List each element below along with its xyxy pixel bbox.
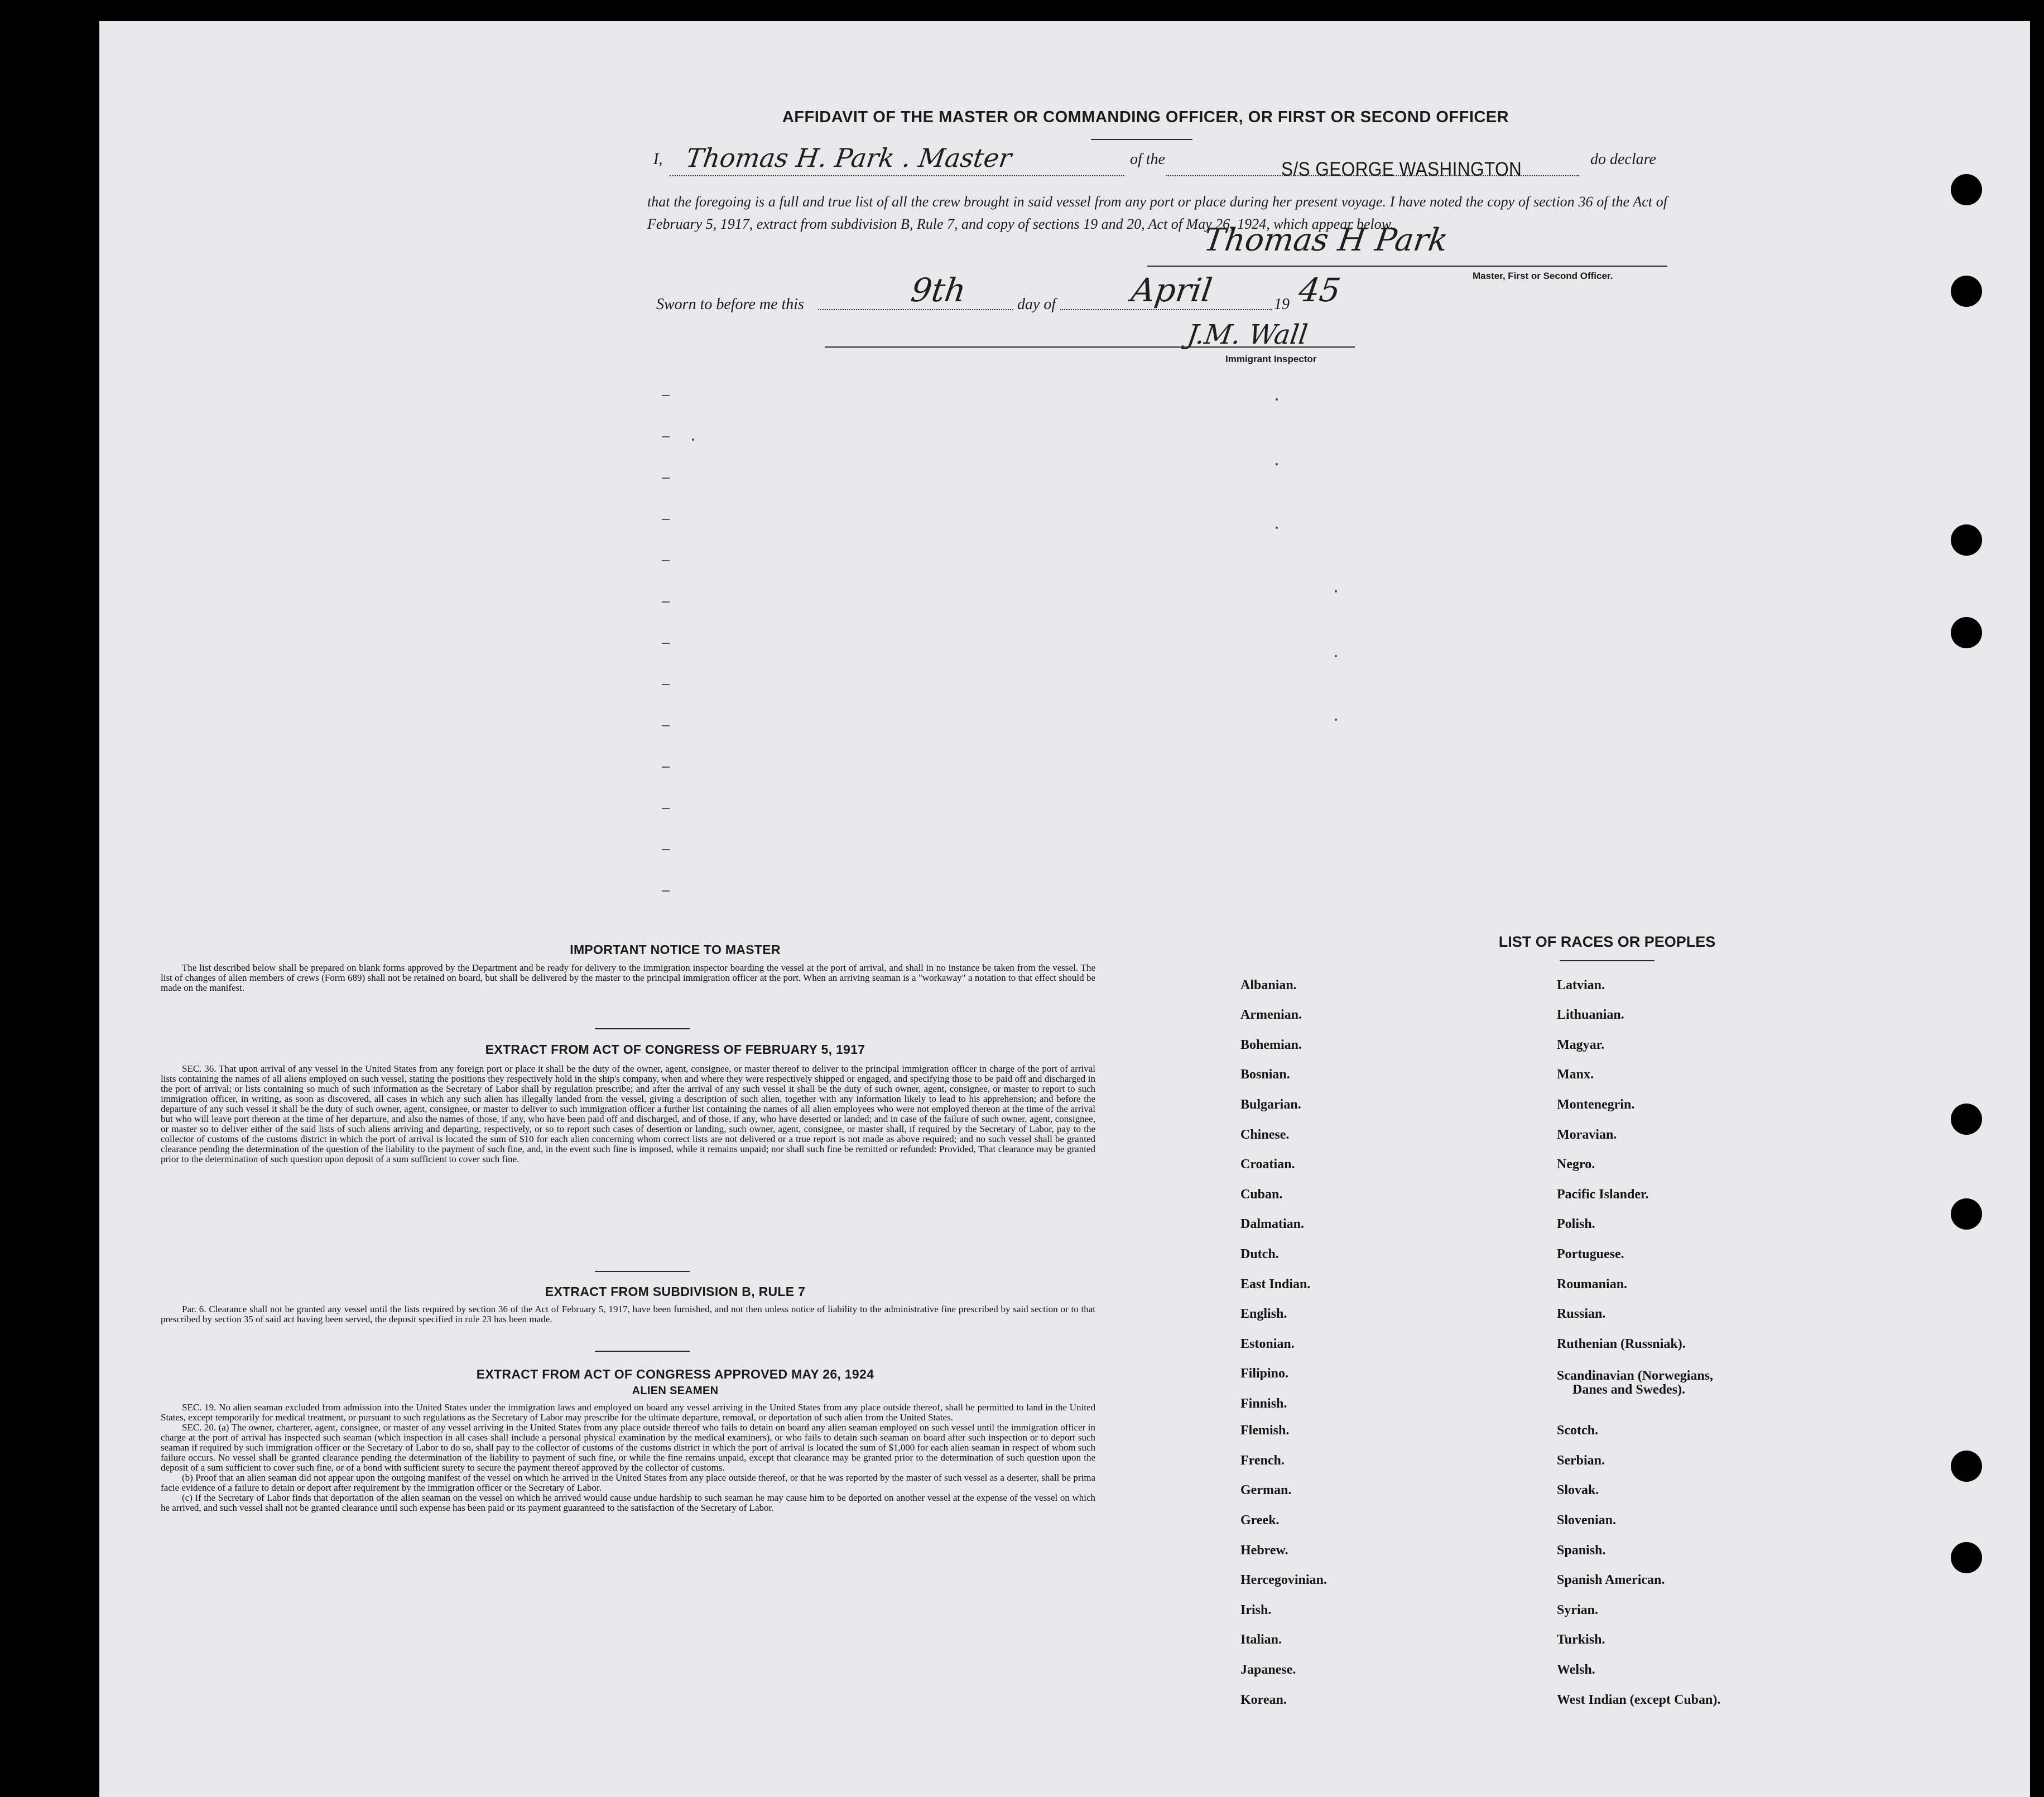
race-item: Chinese. <box>1240 1128 1290 1142</box>
race-item: Manx. <box>1557 1067 1594 1082</box>
race-item: West Indian (except Cuban). <box>1557 1693 1721 1707</box>
race-item: Magyar. <box>1557 1038 1605 1052</box>
margin-mark <box>662 849 670 850</box>
race-item: Scandinavian (Norwegians, <box>1557 1369 1714 1383</box>
race-item: Cuban. <box>1240 1187 1283 1202</box>
race-item: Russian. <box>1557 1307 1606 1321</box>
inspector-signature: J.M. Wall <box>1185 319 1310 350</box>
race-item: Moravian. <box>1557 1128 1617 1142</box>
sworn-day-line <box>818 309 1013 310</box>
title-rule <box>1091 139 1192 140</box>
declaration-text: that the foregoing is a full and true list of all the crew brought in said vessel from any port or place during her present voyage. I have noted the copy of section 36 of the Act of February 5, 1917, extract from subdivision B, Rule 7, and copy of sections 19 and 20, Act of May 26, 1924, which appear below. <box>647 194 1667 232</box>
margin-mark <box>662 725 670 726</box>
margin-mark <box>662 601 670 603</box>
margin-mark <box>662 560 670 561</box>
race-item: Irish. <box>1240 1603 1272 1617</box>
race-item: Flemish. <box>1240 1423 1290 1438</box>
race-item: French. <box>1240 1453 1285 1468</box>
notice-title: IMPORTANT NOTICE TO MASTER <box>570 942 781 957</box>
sworn-year: 45 <box>1296 271 1343 309</box>
race-item: East Indian. <box>1240 1277 1311 1292</box>
race-item: Albanian. <box>1240 978 1297 993</box>
race-item: Bosnian. <box>1240 1067 1290 1082</box>
race-item: Dalmatian. <box>1240 1217 1304 1231</box>
margin-mark <box>662 684 670 685</box>
sworn-day: 9th <box>908 271 969 309</box>
race-item: Estonian. <box>1240 1337 1295 1351</box>
punch-hole <box>1951 276 1982 307</box>
race-item: Croatian. <box>1240 1157 1295 1172</box>
race-item: Bohemian. <box>1240 1038 1302 1052</box>
race-item: Slovak. <box>1557 1483 1599 1497</box>
race-item: Slovenian. <box>1557 1513 1617 1528</box>
race-item: Filipino. <box>1240 1366 1289 1381</box>
act-1917-rule <box>595 1271 690 1272</box>
master-name: Thomas H. Park . Master <box>684 143 1014 173</box>
rule-7-title: EXTRACT FROM SUBDIVISION B, RULE 7 <box>545 1284 806 1299</box>
race-item: Greek. <box>1240 1513 1280 1528</box>
race-item: Danes and Swedes). <box>1572 1382 1686 1397</box>
signature-caption: Master, First or Second Officer. <box>1473 271 1613 281</box>
act-1924-text: SEC. 19. No alien seaman excluded from admission into the United States under the immigration laws and employed on board any vessel arriving in the United States from any place outside thereof, shall be permitted to land in the United States, except temporarily for medical treatment, or pursuant to such regulations as the Secretary of Labor may prescribe for the ultimate departure, removal, or deportation of such alien from the United States. SEC. 20. (a) The owner, charterer, agent, consignee, or master of any vessel arriving in the United States from any place outside thereof who fails to detain on board any alien seaman employed on such vessel until the immigration officer in charge at the port of arrival has inspected such seaman (which inspection in all cases shall include a personal physical examination by the medical examiners), or who fails to detain such seaman on board after such inspection or to deport such seaman if required by such immigration officer or the Secretary of Labor to do so, shall pay to the collector of customs of the customs district in which the port of arrival is located the sum of $1,000 for each alien seaman in respect of whom such failure occurs. No vessel shall be granted clearance pending the determination of the liability to payment of such fine, or while the fine remains unpaid, except that clearance may be granted prior to the determination of such question upon the deposit of a sum sufficient to cover such fine, or of a bond with sufficient surety to secure the payment thereof approved by the collector of customs. (b) Proof that an alien seaman did not appear upon the outgoing manifest of the vessel on which he arrived in the United States from any place outside thereof, or that he was reported by the master of such vessel as a deserter, shall be prima facie evidence of a failure to detain or deport after requirement by the immigration officer or the Secretary of Labor. (c) If the Secretary of Labor finds that deportation of the alien seaman on the vessel on which he arrived would cause undue hardship to such seaman he may cause him to be deported on another vessel at the expense of the vessel on which he arrived, and such vessel shall not be granted clearance until such expense has been paid or its payment guaranteed to the satisfaction of the Secretary of Labor. <box>161 1402 1095 1513</box>
notice-rule <box>595 1028 690 1029</box>
race-item: Hercegovinian. <box>1240 1573 1327 1587</box>
race-item: Welsh. <box>1557 1663 1595 1677</box>
affidavit-title: AFFIDAVIT OF THE MASTER OR COMMANDING OFFICER, OR FIRST OR SECOND OFFICER <box>782 108 1509 126</box>
rule-7-text: Par. 6. Clearance shall not be granted any vessel until the lists required by section 36 of the Act of February 5, 1917, have been furnished, and not then unless notice of liability to the administrative fine prescribed by said section or to that prescribed by section 35 of said act having been served, the deposit specified in rule 23 has been made. <box>161 1304 1095 1324</box>
ink-speck <box>1276 527 1278 529</box>
punch-hole <box>1951 174 1982 205</box>
margin-mark <box>662 478 670 479</box>
race-item: Hebrew. <box>1240 1543 1288 1558</box>
ink-speck <box>1276 398 1278 401</box>
race-item: Japanese. <box>1240 1663 1296 1677</box>
race-item: Dutch. <box>1240 1247 1279 1261</box>
race-item: Armenian. <box>1240 1008 1302 1022</box>
act-1917-title: EXTRACT FROM ACT OF CONGRESS OF FEBRUARY 5, 1917 <box>485 1042 865 1057</box>
margin-mark <box>662 395 670 396</box>
act-1917-text: SEC. 36. That upon arrival of any vessel in the United States from any foreign port or place it shall be the duty of the owner, agent, consignee, or master thereof to deliver to the principal immigration officer in charge of the port of arrival lists containing the names of all aliens employed on such vessel, stating the positions they respectively hold in the ship's company, when and where they were respectively shipped or engaged, and specifying those to be paid off and discharged in the port of arrival; or lists containing so much of such information as the Secretary of Labor shall by regulation prescribe; and after the arrival of any such vessel it shall be the duty of such owner, agent, consignee, or master to report to such immigration officer, in writing, as soon as discovered, all cases in which any such alien has illegally landed from the vessel, giving a description of such alien, together with any information likely to lead to his apprehension; and before the departure of any such vessel it shall be the duty of such owner, agent, consignee, or master to deliver to such immigration officer a further list containing the names of all alien employees who were not employed thereon at the time of the arrival but who will leave port thereon at the time of her departure, and also the names of those, if any, who have been paid off and discharged, and of those, if any, who have deserted or landed; and in case of the failure of such owner, agent, consignee, or master so to deliver either of the said lists of such aliens arriving and departing, respectively, or so to report such cases of desertion or landing, such owner, agent, consignee, or master shall, if required by the Secretary of Labor, pay to the collector of customs of the customs district in which the port of arrival is located the sum of $10 for each alien concerning whom correct lists are not delivered or a true report is not made as above required; and no such vessel shall be granted clearance pending the determination of the question of the liability to the payment of such fine, and, in the event such fine is imposed, while it remains unpaid; nor shall such fine be remitted or refunded: Provided, That clearance may be granted prior to the determination of such question upon deposit of a sum sufficient to cover such fine. <box>161 1063 1095 1164</box>
punch-hole <box>1951 617 1982 648</box>
ink-speck <box>1335 655 1337 657</box>
alien-seamen-subtitle: ALIEN SEAMEN <box>632 1385 719 1397</box>
rule-7-rule <box>595 1351 690 1352</box>
race-item: Turkish. <box>1557 1632 1605 1647</box>
ink-speck <box>692 439 694 441</box>
inspector-caption: Immigrant Inspector <box>1225 354 1317 364</box>
races-title: LIST OF RACES OR PEOPLES <box>1498 933 1716 950</box>
day-of-label: day of <box>1017 296 1056 313</box>
margin-mark <box>662 767 670 768</box>
race-item: Lithuanian. <box>1557 1008 1624 1022</box>
race-item: Serbian. <box>1557 1453 1605 1468</box>
race-item: Ruthenian (Russniak). <box>1557 1337 1686 1351</box>
vessel-name: S/S GEORGE WASHINGTON <box>1281 158 1522 180</box>
margin-mark <box>662 643 670 644</box>
race-item: English. <box>1240 1307 1287 1321</box>
race-item: German. <box>1240 1483 1292 1497</box>
race-item: Korean. <box>1240 1693 1287 1707</box>
race-item: Italian. <box>1240 1632 1282 1647</box>
ink-speck <box>1276 463 1278 465</box>
i-label: I, <box>653 151 663 168</box>
race-item: Negro. <box>1557 1157 1595 1172</box>
race-item: Latvian. <box>1557 978 1605 993</box>
margin-mark <box>662 808 670 809</box>
race-item: Spanish American. <box>1557 1573 1665 1587</box>
race-item: Portuguese. <box>1557 1247 1624 1261</box>
race-item: Polish. <box>1557 1217 1595 1231</box>
punch-hole <box>1951 1198 1982 1230</box>
ink-speck <box>1335 590 1337 592</box>
punch-hole <box>1951 1104 1982 1135</box>
race-item: Syrian. <box>1557 1603 1599 1617</box>
race-item: Bulgarian. <box>1240 1097 1301 1112</box>
race-item: Roumanian. <box>1557 1277 1628 1292</box>
ink-speck <box>1335 719 1337 721</box>
sworn-label: Sworn to before me this <box>656 296 804 313</box>
year-prefix: 19 <box>1274 296 1290 313</box>
margin-mark <box>662 436 670 437</box>
act-1924-title: EXTRACT FROM ACT OF CONGRESS APPROVED MAY 26, 1924 <box>476 1367 874 1381</box>
race-item: Spanish. <box>1557 1543 1606 1558</box>
master-signature: Thomas H Park <box>1201 222 1450 258</box>
races-rule <box>1560 960 1655 961</box>
punch-hole <box>1951 1451 1982 1482</box>
race-item: Finnish. <box>1240 1396 1287 1411</box>
race-item: Montenegrin. <box>1557 1097 1635 1112</box>
do-declare-label: do declare <box>1590 151 1656 168</box>
sworn-month: April <box>1129 271 1215 309</box>
document-page <box>99 21 2030 1797</box>
sworn-month-line <box>1060 309 1272 310</box>
race-item: Scotch. <box>1557 1423 1598 1438</box>
master-signature-line <box>1147 266 1667 267</box>
punch-hole <box>1951 1542 1982 1573</box>
punch-hole <box>1951 524 1982 556</box>
master-name-line <box>670 175 1124 176</box>
margin-mark <box>662 519 670 520</box>
margin-mark <box>662 890 670 892</box>
of-the-label: of the <box>1130 151 1165 168</box>
notice-text: The list described below shall be prepared on blank forms approved by the Department and be ready for delivery to the immigration inspector boarding the vessel at the port of arrival, and shall in no instance be taken from the vessel. The list of changes of alien members of crews (Form 689) shall not be retained on board, but shall be delivered by the master to the principal immigration officer at the port. When an arriving seaman is a "workaway" a notation to that effect should be made on the manifest. <box>161 962 1095 993</box>
race-item: Pacific Islander. <box>1557 1187 1649 1202</box>
